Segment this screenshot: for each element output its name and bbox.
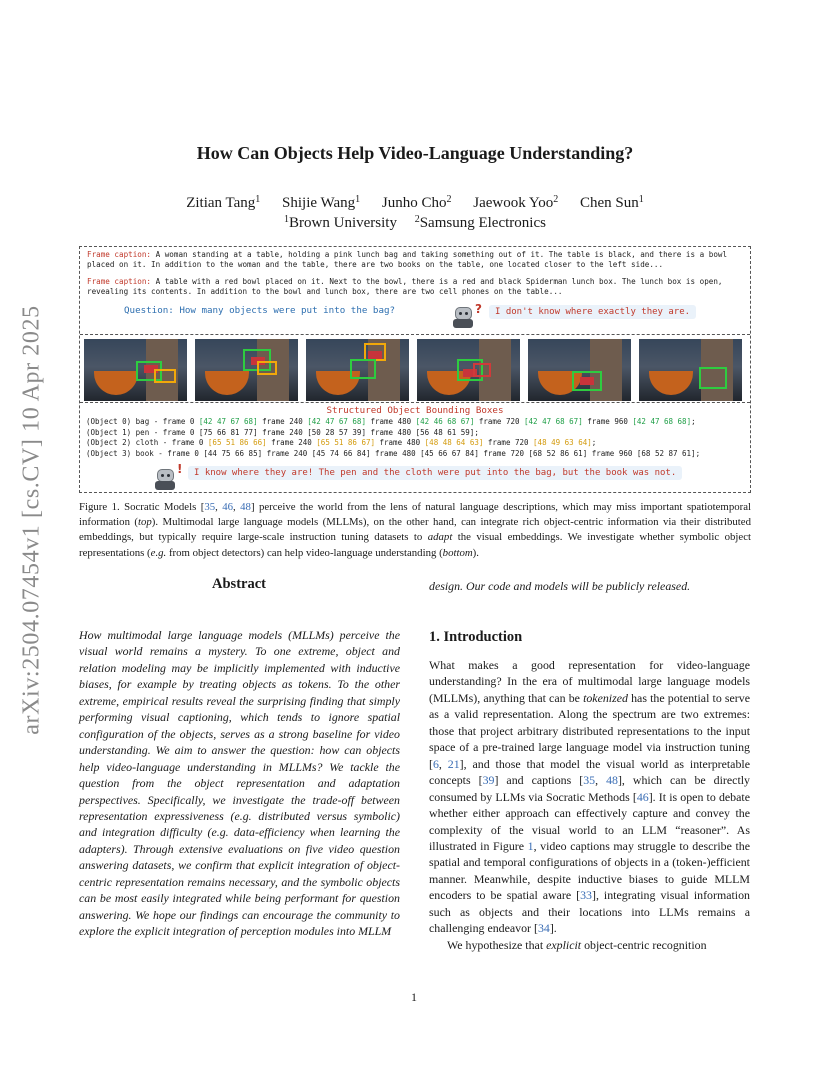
text-run: (Object 2) cloth - frame 0 [86, 438, 208, 448]
abstract-text: How multimodal large language models (MLLMs) perceive the visual world remains a mystery. To one extreme, object and relation modeling may be implicitly implemented with inductive biases, for example by treating objects as tokens. To the other extreme, empirical results reveal the surprising finding that simply performing visual captioning, which tends to ignore spatial configuration of the objects, serves as a strong baseline for video understanding. We aim to answer the question: how can objects help video-language understanding in MLLMs? We tackle the question from the object representation and adaptation perspectives. Specifically, we investigate the trade-off between representation expressiveness (e.g. distributed versus symbolic) and integration difficulty (e.g. data-efficiency when learning the adapters). Through extensive evaluations on five video question answering datasets, we confirm that explicit integration of object-centric representation remains necessary, and the symbolic objects can be most easily integrated while being performant for question answering. We hope our findings can encourage the community to explore the explicit integration of perception modules into MLLM [79, 628, 400, 939]
text-run: frame 480 [375, 438, 425, 448]
text-run: , [215, 501, 223, 513]
citation-link[interactable]: 1 [527, 838, 534, 853]
citation-link[interactable]: 35 [583, 773, 596, 788]
text-run: We hypothesize that [447, 937, 547, 952]
affiliation: $^2$Samsung Electronics [414, 214, 546, 231]
introduction-body [429, 657, 750, 953]
frame-caption-2 [87, 277, 747, 297]
text-run: object-centric recognition [581, 937, 707, 952]
citation-link[interactable]: 33 [580, 888, 592, 903]
text-run: , [595, 773, 607, 788]
structured-boxes-title: Structured Object Bounding Boxes [326, 405, 504, 416]
video-frame [417, 339, 520, 401]
introduction-heading: 1. Introduction [429, 629, 523, 645]
text-run: ; [691, 417, 696, 426]
citation-link[interactable]: 34 [537, 921, 550, 936]
video-frame [84, 339, 187, 401]
text-run: ]. It is open to debate whether either approach can effectively capture and convey the complexity of the visual world to an LLM “reasoner”. As illustrated in Figure [429, 789, 750, 853]
figure-1 [79, 246, 751, 493]
bbox-coordinates: [42 47 67 68] [198, 417, 258, 426]
arxiv-id: arXiv:2504.07454v1 [cs.CV] 10 Apr 2025 [18, 305, 45, 735]
figure-divider [80, 402, 750, 403]
object-bbox-lines [86, 417, 748, 459]
citation-link[interactable]: 48 [606, 773, 618, 788]
object-line [86, 449, 748, 460]
emphasis: e.g. [150, 546, 167, 559]
robot-answer-bottom: I know where they are! The pen and the cloth were put into the bag, but the book was not. [188, 466, 682, 480]
citation-link[interactable]: 39 [482, 773, 495, 788]
text-run: frame 720 [474, 417, 525, 426]
paragraph [429, 657, 750, 937]
text-run: ; [591, 438, 597, 448]
bbox-coordinates: [65 51 86 66] [207, 438, 267, 448]
video-frames [84, 339, 748, 401]
text-run: (Object 3) book - frame 0 [44 75 66 85] frame 240 [45 74 66 84] frame 480 [45 66 67 84] frame 720 [68 52 86 61] frame 960 [68 52 87 61]; [86, 448, 701, 458]
text-run: ). Multimodal large language models (MLLMs), on the other hand, can integrate rich object-centric information via their distributed embeddings, but typically require large-scale instruction tuning datasets to [79, 516, 751, 544]
text-run: frame 240 [257, 417, 308, 426]
citation-link[interactable]: 48 [240, 501, 251, 513]
author-list [80, 195, 750, 212]
author: Shijie Wang$^1$ [282, 194, 361, 211]
bbox-coordinates: [42 47 67 68] [307, 417, 366, 426]
text-run: , video captions may struggle to describe the spatial and temporal configurations of objects in a (token-)efficient manner. Meanwhile, despite inductive biases to guide MLLM encoders to be spatial aware [ [429, 838, 750, 903]
abstract-heading: Abstract [212, 576, 266, 592]
text-run: (Object 1) pen - frame 0 [75 66 81 77] frame 240 [50 28 57 39] frame 480 [56 48 61 59]; [86, 427, 479, 437]
abstract-continuation: design. Our code and models will be publicly released. [429, 579, 691, 593]
bbox-coordinates: [65 51 86 67] [316, 438, 375, 448]
video-frame [639, 339, 742, 401]
frame-caption-text: A woman standing at a table, holding a pink lunch bag and taking something out of it. The table is black, and there is a bowl placed on it. In addition to the woman and the table, there are two books on the table, one located closer to the left side... [87, 250, 728, 269]
figure-caption [79, 500, 751, 561]
frame-caption-1 [87, 250, 747, 270]
text-run: , [438, 756, 448, 771]
citation-link[interactable]: 35 [204, 501, 216, 513]
frame-caption-label: Frame caption: [87, 277, 152, 286]
text-run: frame 960 [582, 417, 633, 426]
citation-link[interactable]: 46 [222, 501, 234, 513]
bbox-coordinates: [42 47 68 68] [632, 417, 692, 426]
robot-icon [154, 467, 176, 491]
citation-link[interactable]: 46 [636, 789, 649, 804]
frame-caption-text: A table with a red bowl placed on it. Next to the bowl, there is a red and black Spiderman lunch box. The lunch box is open, revealing its contents. In addition to the bowl and lunch box, there are two cell phones on the table... [87, 277, 723, 296]
text-run: Figure 1. Socratic Models [ [79, 501, 205, 513]
emphasis: bottom [442, 546, 473, 559]
paper-title: How Can Objects Help Video-Language Understanding? [196, 143, 634, 163]
author: Chen Sun$^1$ [580, 194, 644, 211]
text-run: has the potential to serve as a valid representation. Along the spectrum are two extremes: those that project arbitrary distributed representations to the input space of a pre-trained large language model via instruction tuning [ [429, 690, 750, 771]
text-run: , [233, 501, 241, 513]
text-run: ], which can be directly consumed by LLMs via Socratic Methods [ [429, 773, 750, 804]
citation-link[interactable]: 21 [447, 756, 460, 771]
object-line [86, 417, 748, 428]
frame-caption-label: Frame caption: [87, 250, 152, 259]
author: Zitian Tang$^1$ [186, 194, 261, 211]
question-mark-icon: ? [475, 302, 482, 316]
exclamation-icon: ! [177, 462, 183, 476]
text-run: from object detectors) can help video-language understanding ( [166, 546, 443, 559]
text-run: the visual embeddings. We investigate whether symbolic object representations ( [79, 531, 751, 559]
text-run: What makes a good representation for video-language understanding? In the era of multimodal large language models (MLLMs), anything that can be [429, 658, 750, 705]
paragraph [429, 937, 750, 953]
author: Junho Cho$^2$ [381, 194, 452, 211]
bbox-coordinates: [42 47 68 67] [524, 417, 583, 426]
bbox-coordinates: [48 49 63 64] [533, 438, 592, 448]
arxiv-stamp [10, 270, 54, 770]
figure-divider [80, 334, 750, 335]
text-run: frame 480 [365, 417, 416, 426]
text-run: ], integrating visual information such as objects and their locations into LLMs remains a challenging endeavor [ [429, 888, 750, 936]
text-run: frame 720 [483, 438, 534, 448]
bbox-coordinates: [48 48 64 63] [424, 438, 484, 448]
video-frame [306, 339, 409, 401]
emphasis: adapt [427, 531, 453, 544]
emphasis: explicit [546, 937, 582, 952]
robot-icon [452, 305, 474, 329]
object-line [86, 438, 748, 449]
text-run: (Object 0) bag - frame 0 [86, 417, 199, 426]
text-run: ] and captions [ [494, 773, 584, 788]
text-run: ] perceive the world from the lens of natural language descriptions, which may miss important spatiotemporal information ( [79, 501, 751, 529]
affiliation: $^1$Brown University [284, 214, 397, 231]
text-run: ], and those that model the visual world as interpretable concepts [ [429, 756, 750, 788]
video-frame [195, 339, 298, 401]
citation-link[interactable]: 6 [432, 756, 439, 771]
text-run: ). [472, 546, 479, 559]
object-line [86, 428, 748, 439]
page-number: 1 [411, 990, 417, 1004]
robot-answer-top: I don't know where exactly they are. [489, 305, 696, 319]
emphasis: top [137, 516, 152, 529]
author: Jaewook Yoo$^2$ [473, 194, 559, 211]
video-frame [528, 339, 631, 401]
question-text: Question: How many objects were put into the bag? [124, 305, 396, 316]
affiliation-list [80, 215, 750, 232]
bbox-coordinates: [42 46 68 67] [415, 417, 475, 426]
text-run: frame 240 [266, 438, 317, 448]
text-run: ]. [549, 921, 557, 936]
emphasis: tokenized [583, 690, 628, 705]
